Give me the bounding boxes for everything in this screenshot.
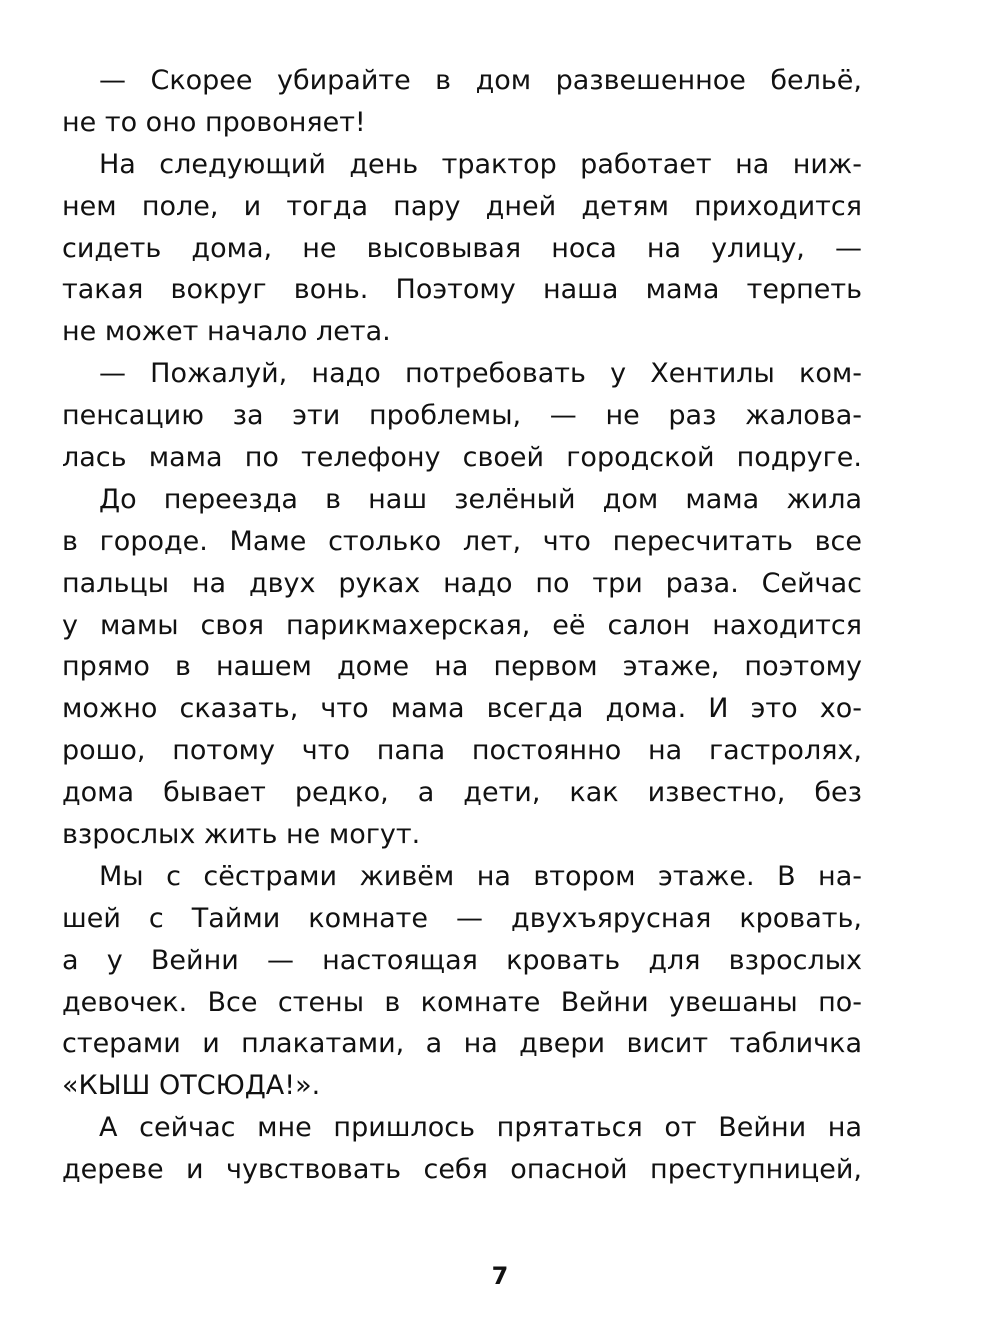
text-line: а у Вейни — настоящая кровать для взрослых bbox=[62, 944, 862, 976]
body-text bbox=[62, 60, 862, 1191]
text-line: девочек. Все стены в комнате Вейни увешаны по- bbox=[62, 986, 862, 1018]
page-number: 7 bbox=[491, 1262, 509, 1290]
text-line: лась мама по телефону своей городской подруге. bbox=[62, 442, 862, 474]
text-line: А сейчас мне пришлось прятаться от Вейни на bbox=[99, 1112, 862, 1144]
text-line: — Пожалуй, надо потребовать у Хентилы ком- bbox=[99, 358, 862, 390]
text-line: можно сказать, что мама всегда дома. И это хо- bbox=[62, 693, 862, 725]
text-line: такая вокруг вонь. Поэтому наша мама терпеть bbox=[62, 274, 862, 306]
text-line: не то оно провоняет! bbox=[62, 106, 366, 138]
text-line: дереве и чувствовать себя опасной преступницей, bbox=[62, 1154, 862, 1186]
text-line: прямо в нашем доме на первом этаже, поэтому bbox=[62, 651, 862, 683]
text-line: стерами и плакатами, а на двери висит табличка bbox=[62, 1028, 862, 1060]
text-line: нем поле, и тогда пару дней детям приходится bbox=[62, 190, 862, 222]
text-line: не может начало лета. bbox=[62, 316, 391, 348]
text-line: Мы с сёстрами живём на втором этаже. В на- bbox=[99, 860, 862, 892]
text-line: сидеть дома, не высовывая носа на улицу, — bbox=[62, 232, 862, 264]
text-line: дома бывает редко, а дети, как известно, без bbox=[62, 777, 862, 809]
text-line: шей с Тайми комнате — двухъярусная кровать, bbox=[62, 902, 862, 934]
text-line: у мамы своя парикмахерская, её салон находится bbox=[62, 609, 862, 641]
text-line: взрослых жить не могут. bbox=[62, 819, 421, 851]
text-line: — Скорее убирайте в дом развешенное бельё, bbox=[99, 65, 862, 96]
text-line: До переезда в наш зелёный дом мама жила bbox=[99, 483, 862, 515]
text-line: в городе. Маме столько лет, что пересчитать все bbox=[62, 525, 862, 557]
text-line: «КЫШ ОТСЮДА!». bbox=[62, 1070, 321, 1102]
text-line: рошо, потому что папа постоянно на гастролях, bbox=[62, 735, 862, 767]
text-line: пальцы на двух руках надо по три раза. Сейчас bbox=[62, 567, 862, 599]
text-line: На следующий день трактор работает на ниж- bbox=[99, 148, 862, 180]
text-line: пенсацию за эти проблемы, — не раз жалова- bbox=[62, 400, 862, 432]
